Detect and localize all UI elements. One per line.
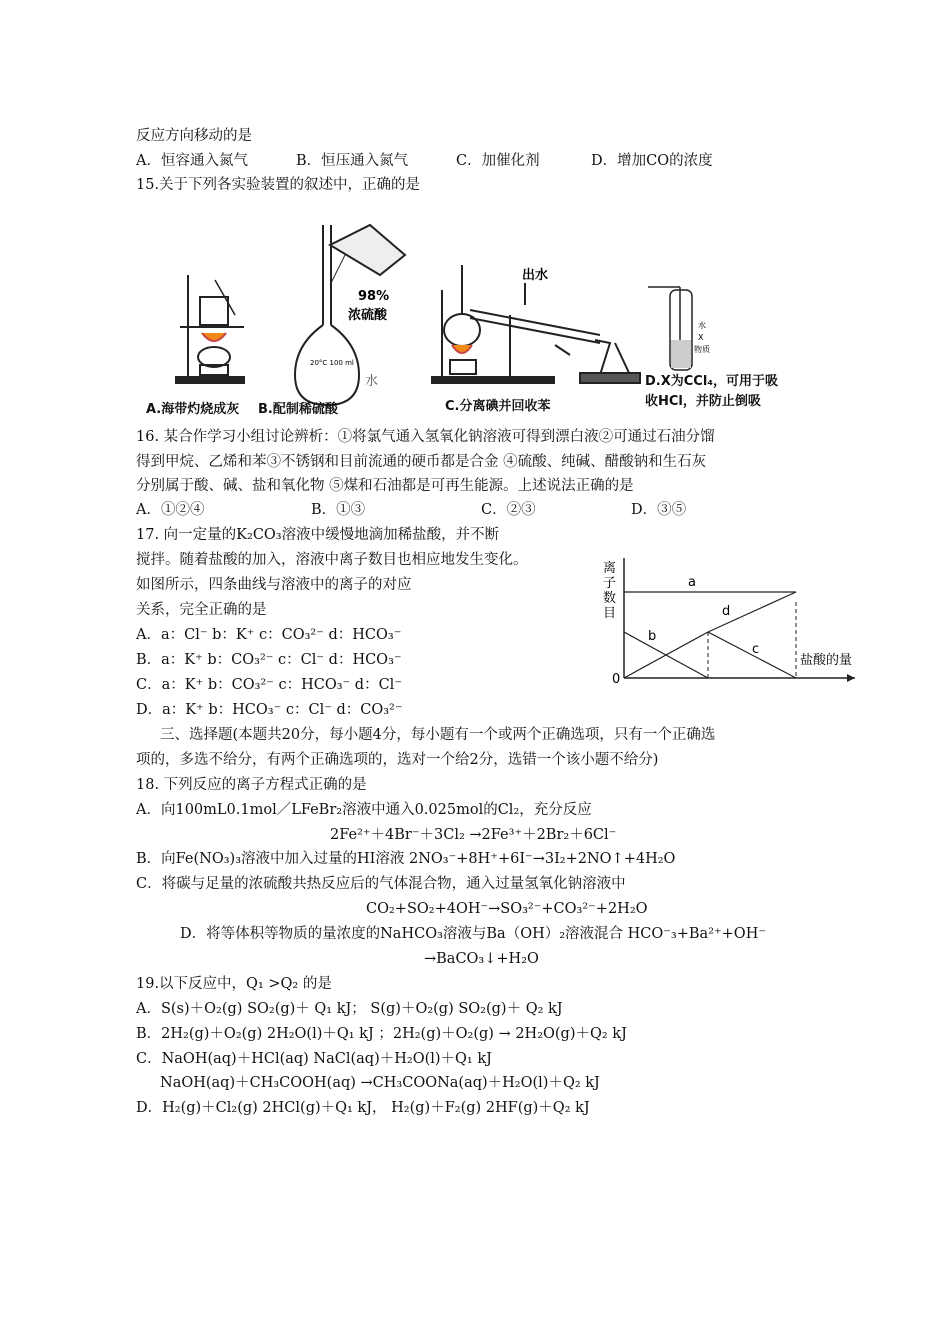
- q19-option-c-line-1: C．NaOH(aq)＋HCl(aq) NaCl(aq)＋H₂O(l)＋Q₁ kJ: [136, 1051, 492, 1067]
- ylabel-char-4: 目: [603, 606, 617, 621]
- caption-c: C.分离碘并回收苯: [445, 399, 551, 414]
- curve-d-label: d: [722, 604, 731, 619]
- q16-option-c: C．②③: [481, 502, 536, 518]
- outwater-label: 出水: [522, 268, 549, 283]
- tube-substance-label: 物质: [694, 345, 710, 354]
- ylabel-char-2: 子: [603, 576, 617, 591]
- q17-option-d: D．a：K⁺ b：HCO₃⁻ c：Cl⁻ d：CO₃²⁻: [136, 702, 403, 718]
- caption-d-line2: 收HCl，并防止倒吸: [645, 394, 761, 409]
- caption-b: B.配制稀硫酸: [258, 402, 338, 417]
- apparatus-d: [648, 287, 692, 370]
- water-label: 水: [365, 374, 379, 389]
- section3-line-1: 三、选择题(本题共20分，每小题4分，每小题有一个或两个正确选项，只有一个正确选: [160, 727, 716, 743]
- acid-name-label: 浓硫酸: [348, 308, 388, 323]
- q19-option-c-line-2: NaOH(aq)＋CH₃COOH(aq) →CH₃COONa(aq)＋H₂O(l)＋Q₂ kJ: [160, 1075, 600, 1091]
- tube-x-label: X: [698, 333, 704, 342]
- q15-apparatus-figure: [140, 215, 820, 420]
- q17-line-3: 如图所示，四条曲线与溶液中的离子的对应: [136, 577, 412, 593]
- q14-stem-tail: 反应方向移动的是: [136, 128, 252, 144]
- q18-option-d-equation: →BaCO₃↓+H₂O: [424, 951, 539, 967]
- q16-option-a: A．①②④: [136, 502, 205, 518]
- q17-line-2: 搅拌。随着盐酸的加入，溶液中离子数目也相应地发生变化。: [136, 552, 528, 568]
- q16-option-b: B．①③: [311, 502, 366, 518]
- origin-label: 0: [612, 672, 621, 687]
- ion-graph-svg: [600, 550, 865, 690]
- q17-option-a: A．a：Cl⁻ b：K⁺ c：CO₃²⁻ d：HCO₃⁻: [136, 627, 402, 643]
- q18-option-d-line-1: D．将等体积等物质的量浓度的NaHCO₃溶液与Ba（OH）₂溶液混合 HCO⁻₃+Ba²⁺+OH⁻: [180, 926, 766, 942]
- q14-option-d: D．增加CO的浓度: [591, 153, 713, 169]
- q17-line-1: 17. 向一定量的K₂CO₃溶液中缓慢地滴加稀盐酸，并不断: [136, 527, 500, 543]
- q14-option-a: A．恒容通入氮气: [136, 153, 248, 169]
- q18-option-c-line-1: C．将碳与足量的浓硫酸共热反应后的气体混合物，通入过量氢氧化钠溶液中: [136, 876, 626, 892]
- xlabel: 盐酸的量: [800, 653, 853, 668]
- q19-option-a: A．S(s)＋O₂(g) SO₂(g)＋ Q₁ kJ； S(g)＋O₂(g) SO₂(g)＋ Q₂ kJ: [136, 1001, 563, 1017]
- q14-options: [136, 149, 713, 173]
- q15-stem: 15.关于下列各实验装置的叙述中，正确的是: [136, 177, 421, 193]
- q17-line-4: 关系，完全正确的是: [136, 602, 267, 618]
- flask-label: 20°C 100 ml: [310, 359, 354, 367]
- q14-option-c: C．加催化剂: [456, 153, 540, 169]
- q19-option-b: B．2H₂(g)＋O₂(g) 2H₂O(l)＋Q₁ kJ ；2H₂(g)＋O₂(g) → 2H₂O(g)＋Q₂ kJ: [136, 1026, 627, 1042]
- caption-d-line1: D.X为CCl₄，可用于吸: [645, 374, 778, 389]
- apparatus-a: [176, 275, 244, 383]
- acid-percent-label: 98%: [358, 289, 390, 304]
- q14-option-b: B．恒压通入氮气: [296, 153, 409, 169]
- curve-a-label: a: [688, 575, 696, 590]
- q16-line-1: 16. 某合作学习小组讨论辨析：①将氯气通入氢氧化钠溶液可得到漂白液②可通过石油分馏: [136, 429, 715, 445]
- q17-ion-graph: [600, 550, 865, 690]
- curve-c-label: c: [752, 642, 760, 657]
- q16-line-2: 得到甲烷、乙烯和苯③不锈钢和目前流通的硬币都是合金 ④硫酸、纯碱、醋酸钠和生石灰: [136, 454, 707, 470]
- tube-water-label: 水: [698, 321, 706, 330]
- ylabel-char-3: 数: [603, 591, 617, 606]
- section3-line-2: 项的，多选不给分，有两个正确选项的，选对一个给2分，选错一个该小题不给分): [136, 752, 659, 768]
- caption-a: A.海带灼烧成灰: [146, 402, 240, 417]
- q18-option-c-equation: CO₂+SO₂+4OH⁻→SO₃²⁻+CO₃²⁻+2H₂O: [366, 901, 648, 917]
- q19-stem: 19.以下反应中，Q₁ >Q₂ 的是: [136, 976, 332, 992]
- q17-option-c: C．a：K⁺ b：CO₃²⁻ c：HCO₃⁻ d：Cl⁻: [136, 677, 402, 693]
- q18-option-a-line-1: A．向100mL0.1mol／LFeBr₂溶液中通入0.025mol的Cl₂，充分反应: [136, 802, 592, 818]
- q16-option-d: D．③⑤: [631, 502, 687, 518]
- q18-stem: 18. 下列反应的离子方程式正确的是: [136, 777, 367, 793]
- q16-line-3: 分别属于酸、碱、盐和氧化物 ⑤煤和石油都是可再生能源。上述说法正确的是: [136, 478, 634, 494]
- q18-option-a-equation: 2Fe²⁺＋4Br⁻＋3Cl₂ →2Fe³⁺＋2Br₂＋6Cl⁻: [330, 827, 617, 843]
- q17-option-b: B．a：K⁺ b：CO₃²⁻ c：Cl⁻ d：HCO₃⁻: [136, 652, 402, 668]
- q16-options: [136, 498, 686, 522]
- q18-option-b: B．向Fe(NO₃)₃溶液中加入过量的HI溶液 2NO₃⁻+8H⁺+6I⁻→3I₂+2NO↑+4H₂O: [136, 851, 676, 867]
- ylabel-char-1: 离: [603, 561, 617, 576]
- q19-option-d: D．H₂(g)＋Cl₂(g) 2HCl(g)＋Q₁ kJ， H₂(g)＋F₂(g) 2HF(g)＋Q₂ kJ: [136, 1100, 590, 1116]
- curve-b-label: b: [648, 629, 657, 644]
